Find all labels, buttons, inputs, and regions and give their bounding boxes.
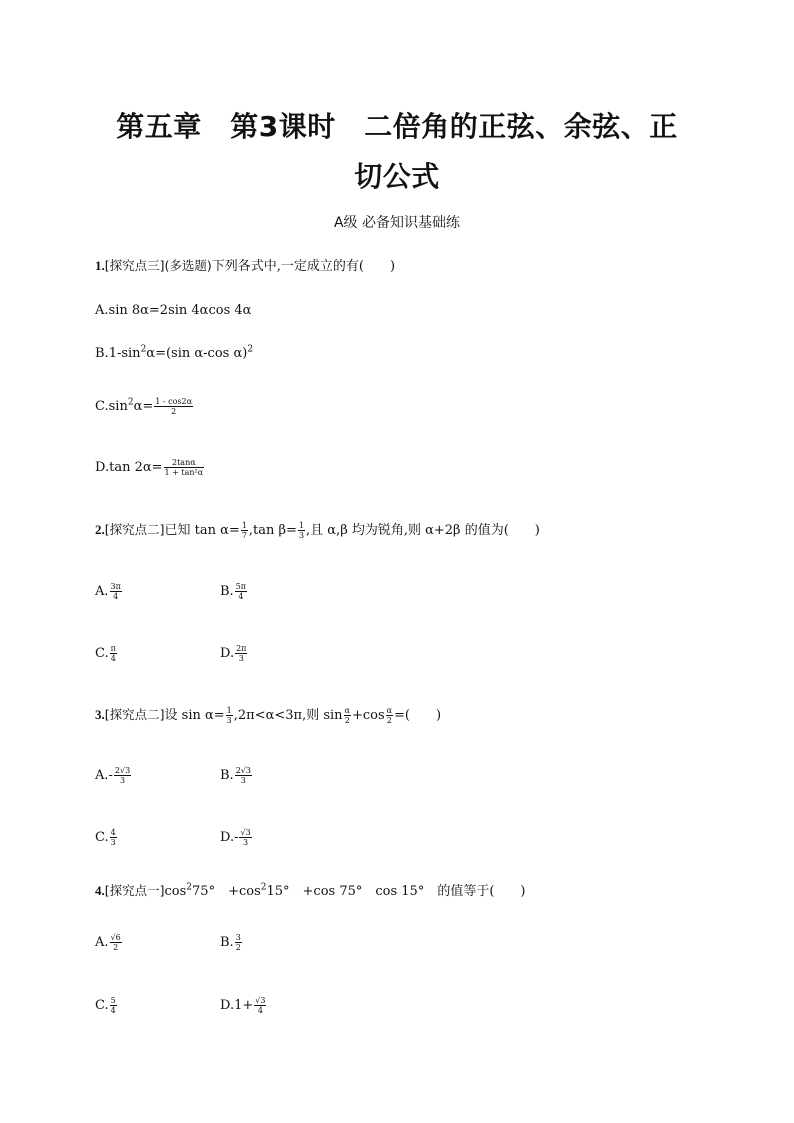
fraction: $\frac{√3}{3}$	[240, 828, 251, 847]
question-type-tag: (多选题)	[164, 258, 212, 273]
fraction: $\frac{\alpha}{2}$	[386, 706, 393, 725]
fraction: $\frac{√6}{2}$	[110, 933, 121, 952]
question-4-option-d: D.1+ $\frac{√3}{4}$	[220, 996, 266, 1015]
fraction: $\frac{1 - \cos 2\alpha}{2}$	[155, 397, 193, 416]
question-tag: [探究点三]	[104, 258, 165, 273]
question-number: 3.	[95, 707, 105, 722]
question-2-option-a: A. $\frac{3\pi}{4}$	[95, 582, 121, 601]
fraction: $\frac{1}{3}$	[298, 521, 305, 540]
question-number: 2.	[95, 522, 105, 537]
title-line-1: 第五章 第3课时 二倍角的正弦、余弦、正	[116, 110, 678, 143]
question-4-stem: 4.[探究点一]$\cos^275^\circ$ $+\cos^215^\circ$ +cos 75° cos 15° 的值等于( )	[95, 882, 526, 899]
fraction: $\frac{4}{3}$	[110, 828, 116, 847]
fraction: $\frac{5}{4}$	[110, 996, 116, 1015]
question-4-option-b: B. $\frac{3}{2}$	[220, 933, 241, 952]
fraction: $\frac{2√3}{3}$	[235, 766, 251, 785]
question-tag: [探究点二]	[104, 522, 165, 537]
question-2-option-c: C. $\frac{\pi}{4}$	[95, 644, 116, 663]
question-1-option-d: D.tan 2α= $\frac{2\tan\alpha}{\text{1 + tan²α}}$	[95, 458, 204, 477]
question-3-option-b: B. $\frac{2√3}{3}$	[220, 766, 251, 785]
question-1-option-c: $C.\sin^2\alpha=$ $\frac{1 - \cos 2\alpha}{2}$	[95, 397, 193, 416]
question-stem: 下列各式中,一定成立的有( )	[211, 259, 396, 274]
question-1-stem	[95, 256, 395, 277]
question-2-stem: 2.[探究点二]已知 tan α= $\frac{1}{7}$ ,tan β= $\frac{1}{3}$ ,且 α,β 均为锐角,则 α+2β 的值为( )	[95, 521, 540, 540]
fraction: $\frac{2\pi}{3}$	[236, 644, 247, 663]
fraction: $\frac{5\pi}{4}$	[235, 582, 247, 601]
fraction: $\frac{3}{2}$	[235, 933, 241, 952]
question-2-option-b: B. $\frac{5\pi}{4}$	[220, 582, 247, 601]
question-2-option-d: D. $\frac{2\pi}{3}$	[220, 644, 247, 663]
question-number: 1.	[95, 258, 105, 273]
page-title	[80, 102, 714, 202]
fraction: $\frac{√3}{4}$	[255, 996, 266, 1015]
fraction: $\frac{\alpha}{2}$	[344, 706, 350, 725]
question-3-option-a: A.- $\frac{2√3}{3}$	[95, 766, 131, 785]
fraction: $\frac{3\pi}{4}$	[110, 582, 121, 601]
fraction: $\frac{2\tan\alpha}{\text{1 + tan²α}}$	[164, 458, 204, 477]
question-4-option-a: A. $\frac{√6}{2}$	[95, 933, 121, 952]
fraction: $\frac{1}{3}$	[226, 706, 232, 725]
question-tag: [探究点一]	[104, 883, 165, 898]
question-3-option-c: C. $\frac{4}{3}$	[95, 828, 116, 847]
question-1-option-b: $B.1-\sin^2\alpha=(\sin$ α-cos α)$^2$	[95, 344, 254, 361]
section-subtitle: A级 必备知识基础练	[333, 215, 461, 231]
question-number: 4.	[95, 883, 105, 898]
title-line-2: 切公式	[354, 160, 440, 193]
question-3-option-d: D.- $\frac{√3}{3}$	[220, 828, 251, 847]
fraction: $\frac{1}{7}$	[241, 521, 247, 540]
question-3-stem: 3.[探究点二]设 sin α= $\frac{1}{3}$ ,2π<α<3π,则 sin $\frac{\alpha}{2}$ +cos $\frac{\alpha}{2}$ =( )	[95, 706, 442, 725]
question-tag: [探究点二]	[104, 707, 165, 722]
question-4-option-c: C. $\frac{5}{4}$	[95, 996, 116, 1015]
fraction: $\frac{\pi}{4}$	[110, 644, 116, 663]
fraction: $\frac{2√3}{3}$	[114, 766, 131, 785]
question-1-option-a: A.sin 8α=2sin 4αcos 4α	[95, 303, 252, 318]
